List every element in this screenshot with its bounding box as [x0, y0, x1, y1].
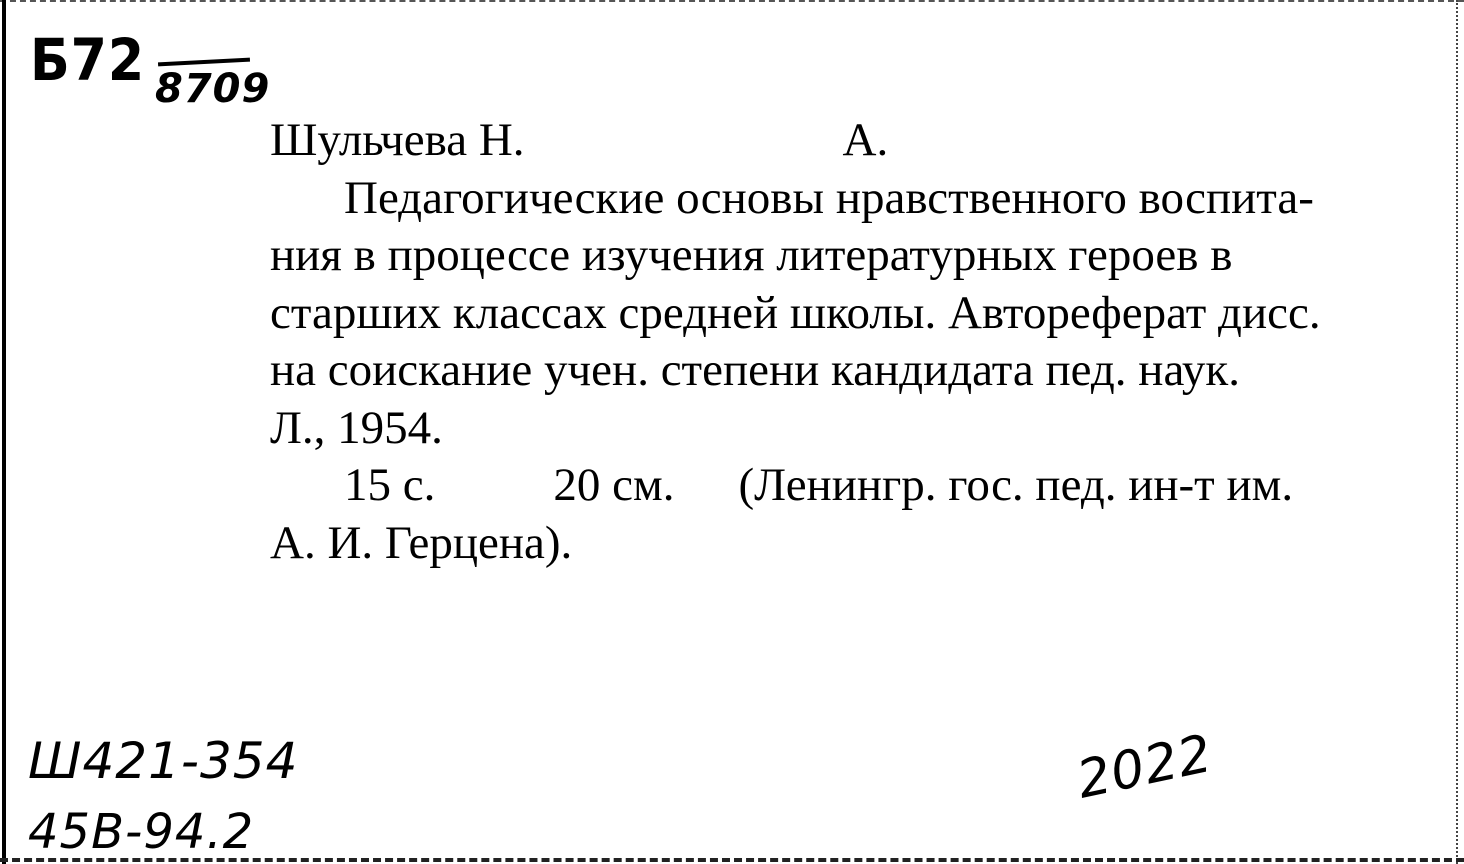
card-left-edge	[2, 0, 6, 864]
author-surname: Шульчева Н.	[270, 114, 525, 166]
card-right-edge	[1456, 0, 1458, 864]
shelf-number: 8709	[155, 66, 271, 112]
size: 20 см.	[553, 459, 675, 511]
year-note: 2022	[1072, 723, 1218, 811]
author-line	[270, 112, 1380, 170]
physical-description-line	[270, 457, 1380, 515]
pages: 15 с.	[344, 459, 436, 511]
bibliographic-entry	[270, 112, 1380, 572]
classification-code-1: Ш421-354	[28, 732, 299, 790]
series-line: А. И. Герцена).	[270, 516, 573, 569]
title-line-3: старших классах средней школы. Автореферат дисс.	[270, 286, 1321, 339]
imprint-line: Л., 1954.	[270, 401, 443, 454]
shelf-mark: Б72	[30, 26, 146, 94]
title-line-4: на соискание учен. степени кандидата пед. наук.	[270, 344, 1241, 396]
classification-code-2: 45В-94.2	[28, 804, 255, 860]
card-top-edge	[0, 0, 1464, 2]
author-initial: А.	[842, 114, 889, 166]
series: (Ленингр. гос. пед. ин-т им.	[738, 459, 1294, 511]
title-line-1: Педагогические основы нравственного воспита-	[344, 171, 1314, 224]
title-line-2: ния в процессе изучения литературных героев в	[270, 229, 1233, 281]
